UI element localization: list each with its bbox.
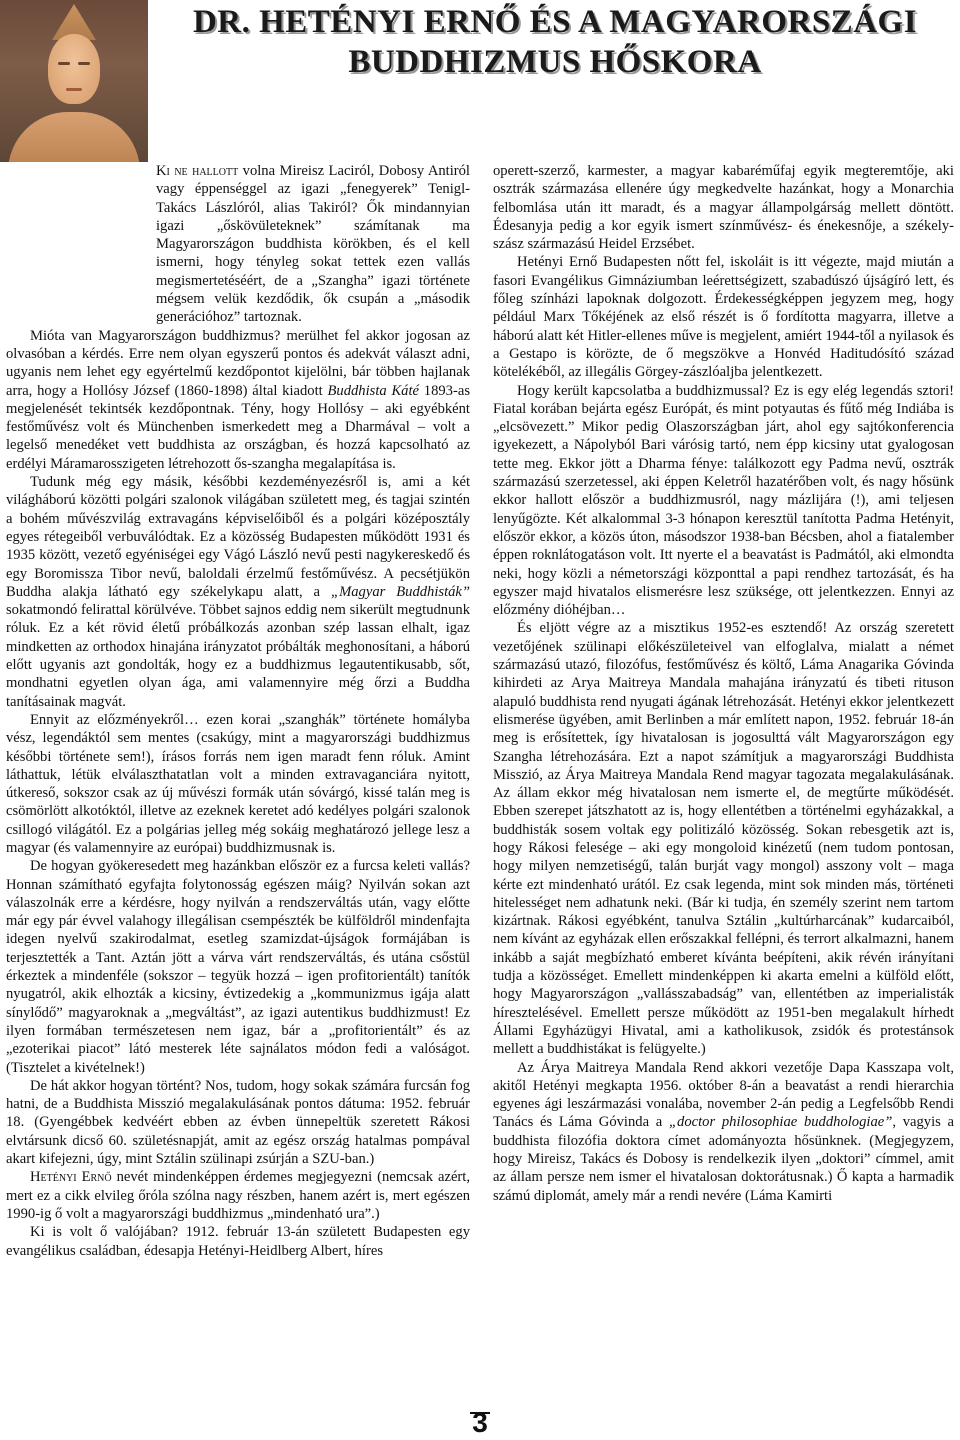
paragraph <box>6 162 470 327</box>
left-eye <box>58 62 70 65</box>
paragraph: De hát akkor hogyan történt? Nos, tudom, hogy sokak számára furcsán fog hatni, de a Buddhista Misszió megalakulásának pontos dátuma: 1952. február 18. (Gyengébbek kedvéért ebben az évben ünnepeltük szeretett Rákosi elvtársunk dicső 60. születésnapját, amit az egész ország hatalmas pompával akart kifejezni, úgy, mint Sztálin szülinapi zsúrján a SZU-ban.) <box>6 1077 470 1168</box>
paragraph: operett-szerző, karmester, a magyar kabaréműfaj egyik megteremtője, aki osztrák származása ellenére úgy megkedvelte hazánkat, hogy a Monarchia felbomlása után itt maradt, és a magyar állampolgárság mellett döntött. Édesanyja pedig a kor egyik ismert színművész- és énekesnője, a székely-szász származású Heidel Erzsébet. <box>493 163 954 253</box>
paragraph-text: , vagyis a buddhista filozófia doktora címet adományozta hősünknek. (Megjegyzem, hogy Mireisz, Takács és Dobosy is rendelkezik ilyen „doktori” címmel, amit az állam persze nem ismer el hivatalosan doktorátusnak.) Ő kapta a harmadik számú diplomát, amely már a rendi nevére (Láma Kamirti <box>493 1114 954 1204</box>
shoulders-shape <box>8 112 140 162</box>
paragraph: Hetényi Ernő Budapesten nőtt fel, iskoláit is itt végezte, majd miután a fasori Evangélikus Gimnáziumban leérettségizett, szabadúszó újságíró lett, és főleg színházi lapoknak dolgozott. Érdekességképpen jegyzem meg, hogy például Marx Tőkéjének az első részét is ő fordította magyarra, illetve a háború alatt két Hitler-ellenes műve is megjelent, amiért 1944-től a nyilasok és a Gestapo is körözte, de ő megszökve a Honvéd Haditudósító század kötelékéből, az illegális Görgey-zászlóaljba jelentkezett. <box>493 254 954 381</box>
lead-small-caps: Ki ne hallott <box>156 163 239 179</box>
paragraph <box>6 473 470 711</box>
paragraph-text: volna Mireisz Laciról, Dobosy Antiról vagy éppenséggel az igazi „fenegyerek” Tenigl-Takács Lászlóról, alias Takiról? Ők mindannyian igazi „őskövületeknek” számítanak ma Magyarországon buddhista körökben, és el kell ismerni, hogy tényleg sokat tettek ezen vallás megismertetéséért, de a „Szangha” igazi története mégsem velük kezdődik, ők csupán a „második generációhoz” tartoznak. <box>156 163 470 326</box>
paragraph <box>6 1168 470 1223</box>
page-number: 3 <box>466 1408 494 1438</box>
paragraph-text: 1893-as megjelenését tekintsék kezdőpontnak. Tény, hogy Hollósy – aki egyébként festőművész volt és Münchenben ismerkedett meg a Dharmával – volt a legelső menedéket vett buddhista az országban, és hozzá kapcsolható az erdélyi Máramarosszigeten létrehozott ős-szangha megalapítása is. <box>6 382 470 472</box>
paragraph: De hogyan gyökeresedett meg hazánkban először ez a furcsa keleti vallás? Honnan számítható egyfajta folytonosság egészen máig? Nyilván sokan azt válaszolnák erre a kérdésre, hogy nyilván a rendszerváltás után, vagy előtte már egy pár évvel valahogy illegálisan csempészték be külföldről mindenfajta idegen nyelvű szakirodalmat, esetleg szamizdat-újságok formájában is terjesztették a Tant. Aztán jött a várva várt rendszerváltás, és utána csőstül érkeztek a mindenféle (sokszor – tegyük hozzá – igen profitorientált) tanítók nyugatról, akik elhozták a kicsiny, évtizedekig a „kommunizmus igája alatt sínylődő” magyaroknak a „megváltást”, az igazi autentikus buddhizmust! Ez ilyen formában természetesen nem igaz, bár a „profitorientált” és az „ezoterikai piacot” látó mesterek léte sajnálatos módon fedi a valóságot. (Tisztelet a kivételnek!) <box>6 858 470 1076</box>
paragraph: Hogy került kapcsolatba a buddhizmussal? Ez is egy elég legendás sztori! Fiatal korában bejárta egész Európát, és mint potyautas és fűtő még Indiába is „elcsövezett.” Mikor pedig Olaszországban járt, ahol egy sajtókonferencia igyekezett, a Nápolyból Bari várósig tartó, nem épp kicsiny utat gyalogosan tette meg. Ekkor jött a Dharma fénye: találkozott egy Padma nevű, osztrák származású szerzetessel, aki éppen Keletről hazatérőben volt, és nagy hősünk ekkor hallott először a buddhizmusról, nagy mázlijára (!), ami teljesen lenyűgözte. Két alkalommal 3-3 hónapon keresztül tanította Padma Hetényit, először ekkor, a közös úton, másodszor 1938-ban Bécsben, ahol a fiatalember éppen roknlátogatáson volt. Itt nyerte el a beavatást is Padmától, aki elmondta neki, hogy közli a németországi központtal a papi rendhez tartozását, és ha egyszer majd hivatalos elismerésre lesz szüksége, ott jelentkezzen. Ennyi az előzmény dióhéjban… <box>493 382 954 619</box>
paragraph-text: Tudunk még egy másik, későbbi kezdeményezésről is, ami a két világháború közötti polgári szalonok világában született meg, és tagjai szintén a bohém művészvilág extravagáns képviselőiből és a polgári középosztály egyes rétegeiből verbuválódtak. Ez a közösség Budapesten működött 1931 és 1935 között, vezető egyéniségei egy Vágó László nevű pesti nagykereskedő és egy Boromissza Tibor nevű, baloldali érzelmű festőművész. A pecsétjükön Buddha alakja látható egy székelykapu alatt, a <box>6 474 470 600</box>
lead-small-caps: Hetényi Ernő <box>30 1169 112 1186</box>
paragraph <box>6 327 470 473</box>
title-line-2: BUDDHIZMUS HŐSKORA <box>348 44 762 80</box>
paragraph-text: nevét mindenképpen érdemes megjegyezni (nemcsak azért, mert ez a cikk elvileg őróla szólna nagy részben, hanem azért is, mert egészen 1990-ig ő volt a magyarországi buddhizmus „mindenható ura”.) <box>6 1169 470 1222</box>
book-title: Buddhista Káté <box>327 382 420 399</box>
right-column <box>493 162 954 1205</box>
mouth <box>66 88 82 91</box>
paragraph <box>493 1059 954 1205</box>
title-line-1: DR. HETÉNYI ERNŐ ÉS A MAGYARORSZÁGI <box>192 4 918 40</box>
inscription-italic: „Magyar Buddhisták” <box>330 583 471 600</box>
paragraph-text: sokatmondó felirattal körülvéve. Többet sajnos eddig nem sikerült megtudnunk róluk. Ez a két rövid életű próbálkozás azonban szép lassan elhalt, igaz mindketten az orthodox hinajána irányzatot próbálták meghonosítani, a háború előtt ugyanis azt gondolták, hogy ez a buddhizmus legautentikusabb, sőt, mondhatni egyetlen olyan ága, ami valamennyire még őrzi a Buddha tanításainak magvát. <box>6 602 470 710</box>
left-column <box>6 162 470 1260</box>
paragraph-text: Mióta van Magyarországon buddhizmus? merülhet fel akkor jogosan az olvasóban a kérdés. Erre nem olyan egyszerű pontos és adekvát választ adni, ugyanis nem lehet egy egyértelmű kezdőpontot kijelölni, bár többen hajlanak arra, hogy a Hollósy József (1860-1898) által kiadott <box>6 327 470 399</box>
page-title <box>150 2 960 82</box>
face-shape <box>48 34 100 104</box>
degree-title: „doctor philosophiae buddhologiae” <box>668 1114 893 1131</box>
right-eye <box>78 62 90 65</box>
paragraph: Ki is volt ő valójában? 1912. február 13-án született Budapesten egy evangélikus családban, édesapja Hetényi-Heidlberg Albert, híres <box>6 1224 470 1259</box>
buddha-statue-photo <box>0 0 148 162</box>
paragraph: Ennyit az előzményekről… ezen korai „szanghák” története homályba vész, legendáktól sem mentes (csakúgy, mint a magyarországi buddhizmus későbbi története sem!), írásos forrás nem igen maradt fenn róluk. Amint láthattuk, létük elválaszthatatlan volt a minden extravaganciára nyitott, útkereső, sokszor csak az új művészi formák után sóvárgó, kissé talán meg is csömörlött alkotóktól, illetve az ezeknek keretet adó kedélyes polgári szalonok csillogó világától. Ez a polgárias jelleg még sokáig meghatározó jellege lesz a magyar (és valamennyire az európai) buddhizmusnak is. <box>6 711 470 856</box>
paragraph-text: Az Árya Maitreya Mandala Rend akkori vezetője Dapa Kasszapa volt, akitől Hetényi megkapta 1956. október 8-án a beavatást a rendi hierarchia egyenes ági leszármazási vonalába, november 2-án pedig a Legfelsőbb Rendi Tanács és Láma Góvinda a <box>493 1059 954 1131</box>
paragraph: És eljött végre az a misztikus 1952-es esztendő! Az ország szeretett vezetőjének szülinapi előkészületeivel van elfoglalva, mialatt a német származású utazó, filozófus, festőművész és költő, Láma Anagarika Góvinda kihirdeti az Arya Maitreya Mandala mahajána irányzatú és tibeti rituson alapuló buddhista rend nyugati ágának létrehozását. Hetényi ekkor jelentkezett elismerése ügyében, amit Berlinben a már említett napon, 1952. február 18-án meg is erősítettek, így hivatalosan is jogosulttá vált Magyarországon egy Szangha létrehozására. Ezt a napot számítjuk a magyarországi Buddhista Misszió, az Árya Maitreya Mandala Rend magyar tagozata megalakulásának. Az állam ekkor még hivatalosan nem ismerte el, de megtűrte működését. Ebben szerepet játszhatott az is, hogy ellentétben a történelmi egyházakkal, a buddhisták sosem voltak egy politizáló közösség. Sokan rebesgetik azt is, hogy Rákosi felesége – aki egy mongoloid kinézetű (nem tudom pontosan, hogy milyen nemzetiségű, talán burját vagy mongol) asszony volt – maga kérte ezt mindenható urától. Ez csak legenda, mint sok minden más, történeti hitelességet nem adhatunk neki. (Bár ki tudja, én személy szerint nem tartom kizártnak. Rákosi egyébként, tanulva Sztálin „kultúrharcának” kudarcaiból, nem kívánt az egyházak ellen erőszakkal fellépni, és terrort alkalmazni, hanem inkább a saját megbízható emberet kívánta beépíteni, akik révén irányítani tudja a közösséget. Emellett mindenképpen ki akarta emelni a külföld előtt, hogy Magyarországon „vallásszabadság” van, ellentétben az imperialisták híresztelésével. Emellett persze működött az 1951-ben megalakult hírhedt Állami Egyházügyi Hivatal, ami a katholikusok, zsidók és protestánsok mellett a buddhistákat is felügyelte.) <box>493 620 954 1058</box>
